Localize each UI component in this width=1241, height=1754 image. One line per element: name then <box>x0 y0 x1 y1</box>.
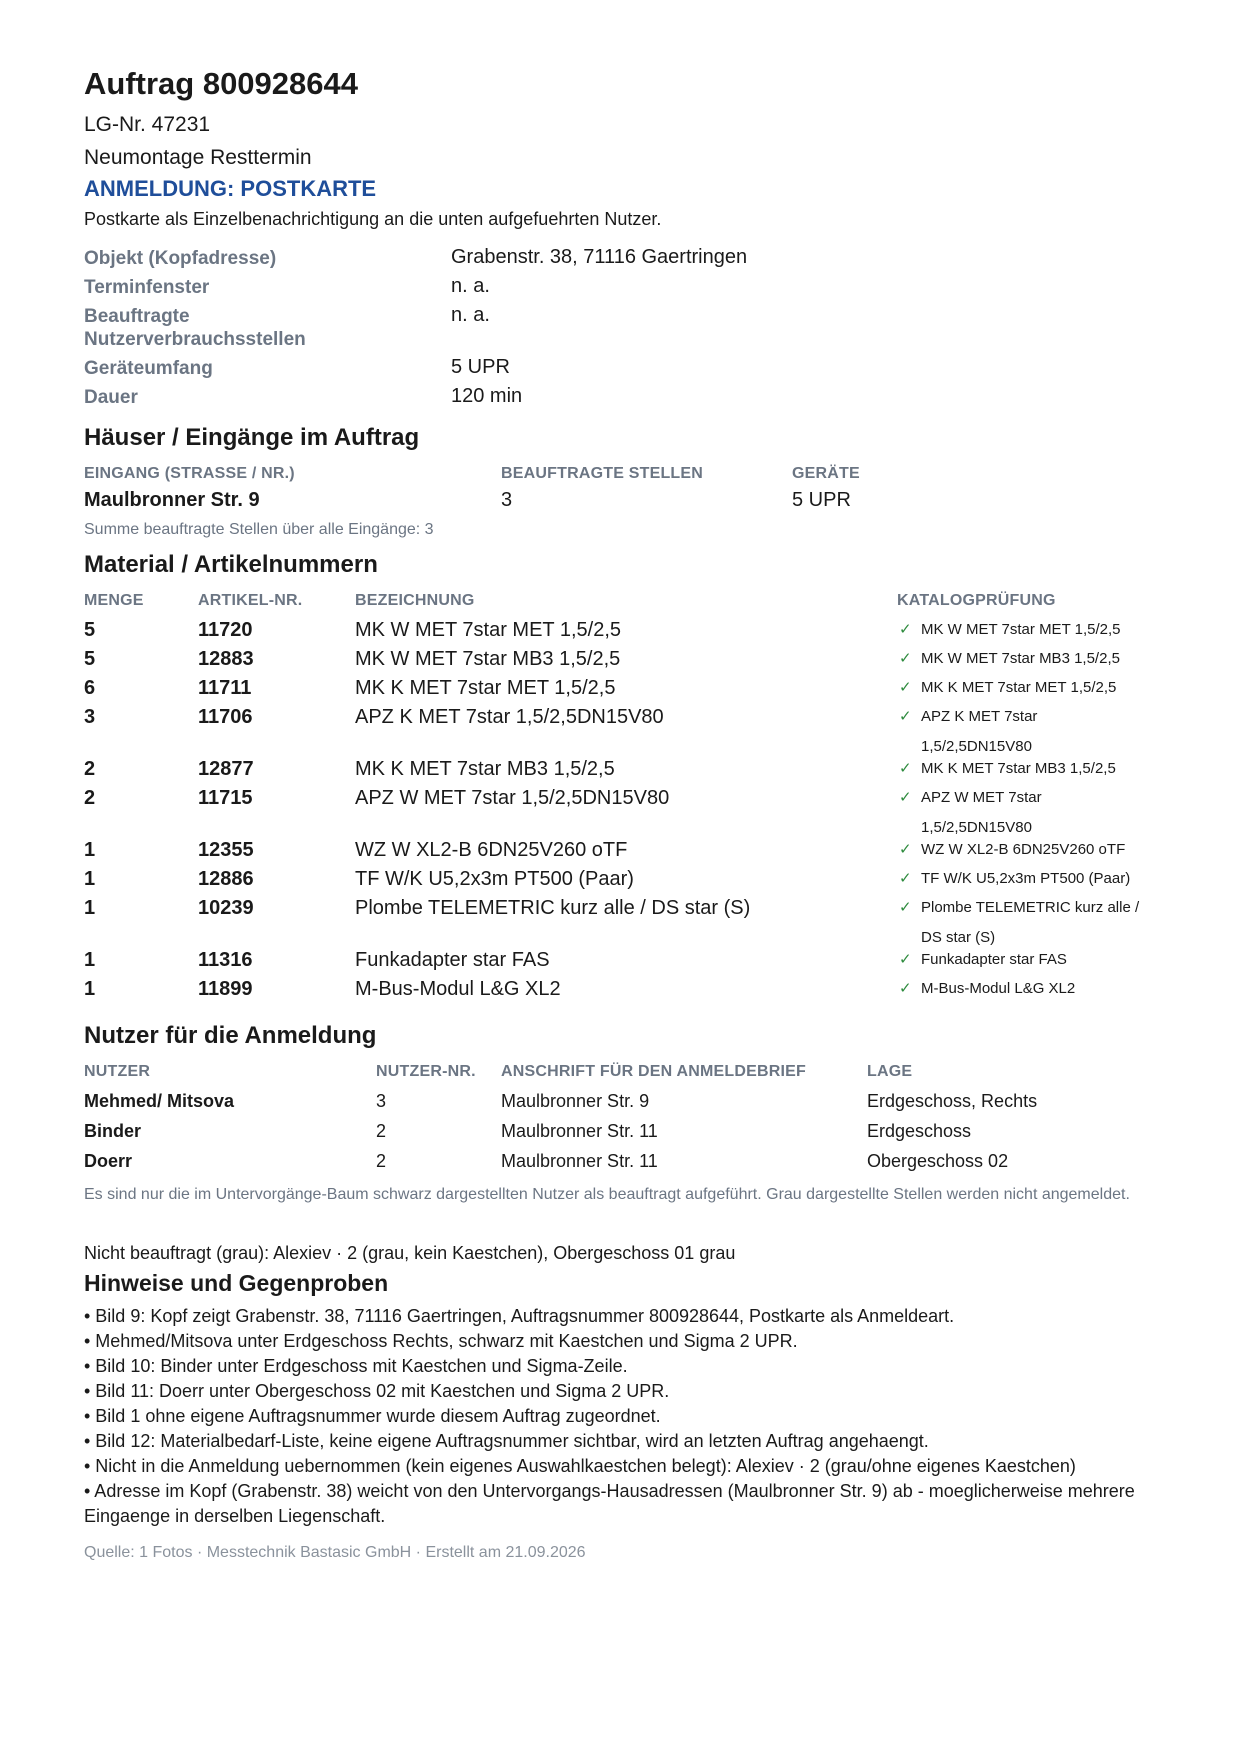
col-header-nutzer: NUTZER <box>84 1063 151 1080</box>
hint-item: • Bild 1 ohne eigene Auftragsnummer wurde diesem Auftrag zugeordnet. <box>84 1406 661 1426</box>
material-article-number: 12883 <box>198 648 254 670</box>
user-address: Maulbronner Str. 11 <box>501 1121 658 1141</box>
user-name: Binder <box>84 1121 142 1141</box>
catalog-check <box>899 835 1159 865</box>
material-quantity: 1 <box>84 868 96 890</box>
detail-label: Geräteumfang <box>84 358 213 379</box>
col-header-katalog: KATALOGPRÜFUNG <box>897 592 1056 609</box>
material-description: MK K MET 7star MET 1,5/2,5 <box>355 677 616 699</box>
material-description: APZ K MET 7star 1,5/2,5DN15V80 <box>355 706 664 728</box>
hint-item: • Bild 12: Materialbedarf-Liste, keine eigene Auftragsnummer sichtbar, wird an letzten Auftrag angehaengt. <box>84 1431 929 1451</box>
catalog-check <box>899 864 1159 894</box>
col-header-menge: MENGE <box>84 592 144 609</box>
detail-label: Terminfenster <box>84 277 210 298</box>
detail-label: Beauftragte Nutzerverbrauchsstellen <box>84 306 306 350</box>
col-header-bezeichnung: BEZEICHNUNG <box>355 592 475 609</box>
material-description: Funkadapter star FAS <box>355 949 550 971</box>
material-description: M-Bus-Modul L&G XL2 <box>355 978 561 1000</box>
page-title: Auftrag 800928644 <box>84 66 358 101</box>
check-icon: ✓ <box>899 621 912 638</box>
catalog-check-text: Plombe TELEMETRIC kurz alle / <box>921 899 1140 916</box>
check-icon: ✓ <box>899 650 912 667</box>
material-quantity: 2 <box>84 787 96 809</box>
lg-number: LG-Nr. 47231 <box>84 113 211 136</box>
catalog-check <box>899 673 1159 703</box>
user-address: Maulbronner Str. 11 <box>501 1151 658 1171</box>
catalog-check-text: MK W MET 7star MB3 1,5/2,5 <box>921 650 1120 667</box>
check-icon: ✓ <box>899 899 912 916</box>
source-footer: Quelle: 1 Fotos · Messtechnik Bastasic GmbH · Erstellt am 21.09.2026 <box>84 1544 586 1561</box>
catalog-check-text: M-Bus-Modul L&G XL2 <box>921 980 1076 997</box>
user-name: Doerr <box>84 1151 133 1171</box>
col-header-anschrift: ANSCHRIFT FÜR DEN ANMELDEBRIEF <box>501 1063 806 1080</box>
detail-value: 5 UPR <box>451 356 510 378</box>
material-quantity: 1 <box>84 839 96 861</box>
check-icon: ✓ <box>899 951 912 968</box>
check-icon: ✓ <box>899 789 912 806</box>
user-nr: 3 <box>376 1091 387 1111</box>
material-description: APZ W MET 7star 1,5/2,5DN15V80 <box>355 787 670 809</box>
catalog-check <box>899 783 1159 843</box>
user-nr: 2 <box>376 1151 387 1171</box>
material-article-number: 12877 <box>198 758 254 780</box>
catalog-check <box>899 754 1159 784</box>
catalog-check-text: APZ W MET 7star <box>921 789 1042 806</box>
catalog-check-text: 1,5/2,5DN15V80 <box>921 738 1032 755</box>
material-article-number: 12886 <box>198 868 254 890</box>
user-location: Obergeschoss 02 <box>867 1151 1009 1171</box>
hint-item: • Mehmed/Mitsova unter Erdgeschoss Rechts, schwarz mit Kaestchen und Sigma 2 UPR. <box>84 1331 798 1351</box>
hints-heading: Hinweise und Gegenproben <box>84 1270 389 1296</box>
material-article-number: 11720 <box>198 619 253 641</box>
col-header-geraete: GERÄTE <box>792 465 860 482</box>
user-location: Erdgeschoss <box>867 1121 972 1141</box>
catalog-check-text: TF W/K U5,2x3m PT500 (Paar) <box>921 870 1131 887</box>
material-article-number: 11706 <box>198 706 253 728</box>
hint-item: • Bild 10: Binder unter Erdgeschoss mit Kaestchen und Sigma-Zeile. <box>84 1356 628 1376</box>
catalog-check-text: MK W MET 7star MET 1,5/2,5 <box>921 621 1121 638</box>
check-icon: ✓ <box>899 679 912 696</box>
user-name: Mehmed/ Mitsova <box>84 1091 235 1111</box>
col-header-lage: LAGE <box>867 1063 913 1080</box>
catalog-check <box>899 974 1159 1004</box>
material-quantity: 1 <box>84 897 96 919</box>
hint-item: • Bild 11: Doerr unter Obergeschoss 02 mit Kaestchen und Sigma 2 UPR. <box>84 1381 670 1401</box>
not-assigned-note: Nicht beauftragt (grau): Alexiev · 2 (grau, kein Kaestchen), Obergeschoss 01 grau <box>84 1243 736 1263</box>
catalog-check-text: MK K MET 7star MET 1,5/2,5 <box>921 679 1117 696</box>
anmeldung-description: Postkarte als Einzelbenachrichtigung an die unten aufgefuehrten Nutzer. <box>84 209 662 229</box>
house-eingang: Maulbronner Str. 9 <box>84 489 260 511</box>
anmeldung-heading: ANMELDUNG: POSTKARTE <box>84 176 377 201</box>
material-article-number: 11316 <box>198 949 253 971</box>
detail-value: 120 min <box>451 385 523 407</box>
material-article-number: 11711 <box>198 677 252 699</box>
material-quantity: 1 <box>84 949 96 971</box>
catalog-check <box>899 702 1159 762</box>
users-note: Es sind nur die im Untervorgänge-Baum schwarz dargestellten Nutzer als beauftragt aufgeführt. Grau dargestellte Stellen werden nicht angemeldet. <box>84 1186 1130 1203</box>
material-description: MK W MET 7star MET 1,5/2,5 <box>355 619 621 641</box>
material-description: Plombe TELEMETRIC kurz alle / DS star (S) <box>355 897 751 919</box>
detail-value: n. a. <box>451 304 490 326</box>
col-header-artikel: ARTIKEL-NR. <box>198 592 303 609</box>
check-icon: ✓ <box>899 708 912 725</box>
check-icon: ✓ <box>899 870 912 887</box>
hint-item: • Bild 9: Kopf zeigt Grabenstr. 38, 71116 Gaertringen, Auftragsnummer 800928644, Postkarte als Anmeldeart. <box>84 1306 955 1326</box>
catalog-check <box>899 615 1159 645</box>
material-description: TF W/K U5,2x3m PT500 (Paar) <box>355 868 634 890</box>
hint-item: • Adresse im Kopf (Grabenstr. 38) weicht von den Untervorgangs-Hausadressen (Maulbronner Str. 9) ab - moeglicherweise mehrere Eingaenge in derselben Liegenschaft. <box>84 1481 1135 1526</box>
material-description: WZ W XL2-B 6DN25V260 oTF <box>355 839 628 861</box>
catalog-check <box>899 893 1159 953</box>
catalog-check <box>899 945 1159 975</box>
material-article-number: 11715 <box>198 787 253 809</box>
catalog-check-text: MK K MET 7star MB3 1,5/2,5 <box>921 760 1116 777</box>
catalog-check-text: DS star (S) <box>921 929 996 946</box>
material-description: MK K MET 7star MB3 1,5/2,5 <box>355 758 615 780</box>
check-icon: ✓ <box>899 980 912 997</box>
material-quantity: 3 <box>84 706 96 728</box>
check-icon: ✓ <box>899 760 912 777</box>
catalog-check <box>899 644 1159 674</box>
house-stellen: 3 <box>501 489 513 511</box>
houses-summary: Summe beauftragte Stellen über alle Eingänge: 3 <box>84 521 434 538</box>
col-header-nutzer-nr: NUTZER-NR. <box>376 1063 476 1080</box>
material-article-number: 11899 <box>198 978 253 1000</box>
material-article-number: 10239 <box>198 897 254 919</box>
col-header-eingang: EINGANG (STRASSE / NR.) <box>84 465 295 482</box>
detail-value: Grabenstr. 38, 71116 Gaertringen <box>451 246 748 268</box>
material-quantity: 2 <box>84 758 96 780</box>
detail-label: Objekt (Kopfadresse) <box>84 248 277 269</box>
catalog-check-text: 1,5/2,5DN15V80 <box>921 819 1032 836</box>
house-geraete: 5 UPR <box>792 489 851 511</box>
col-header-stellen: BEAUFTRAGTE STELLEN <box>501 465 704 482</box>
material-quantity: 5 <box>84 648 96 670</box>
material-quantity: 5 <box>84 619 96 641</box>
material-description: MK W MET 7star MB3 1,5/2,5 <box>355 648 621 670</box>
order-type: Neumontage Resttermin <box>84 146 312 169</box>
detail-label: Dauer <box>84 387 138 408</box>
user-location: Erdgeschoss, Rechts <box>867 1091 1038 1111</box>
user-address: Maulbronner Str. 9 <box>501 1091 650 1111</box>
material-heading: Material / Artikelnummern <box>84 551 378 578</box>
houses-heading: Häuser / Eingänge im Auftrag <box>84 424 420 451</box>
hint-item: • Nicht in die Anmeldung uebernommen (kein eigenes Auswahlkaestchen belegt): Alexiev · 2 (grau/ohne eigenes Kaestchen) <box>84 1456 1076 1476</box>
user-nr: 2 <box>376 1121 387 1141</box>
material-article-number: 12355 <box>198 839 254 861</box>
hints-list <box>84 1304 1164 1529</box>
catalog-check-text: APZ K MET 7star <box>921 708 1038 725</box>
catalog-check-text: Funkadapter star FAS <box>921 951 1067 968</box>
users-heading: Nutzer für die Anmeldung <box>84 1022 377 1049</box>
detail-value: n. a. <box>451 275 490 297</box>
check-icon: ✓ <box>899 841 912 858</box>
material-quantity: 1 <box>84 978 96 1000</box>
catalog-check-text: WZ W XL2-B 6DN25V260 oTF <box>921 841 1126 858</box>
material-quantity: 6 <box>84 677 96 699</box>
